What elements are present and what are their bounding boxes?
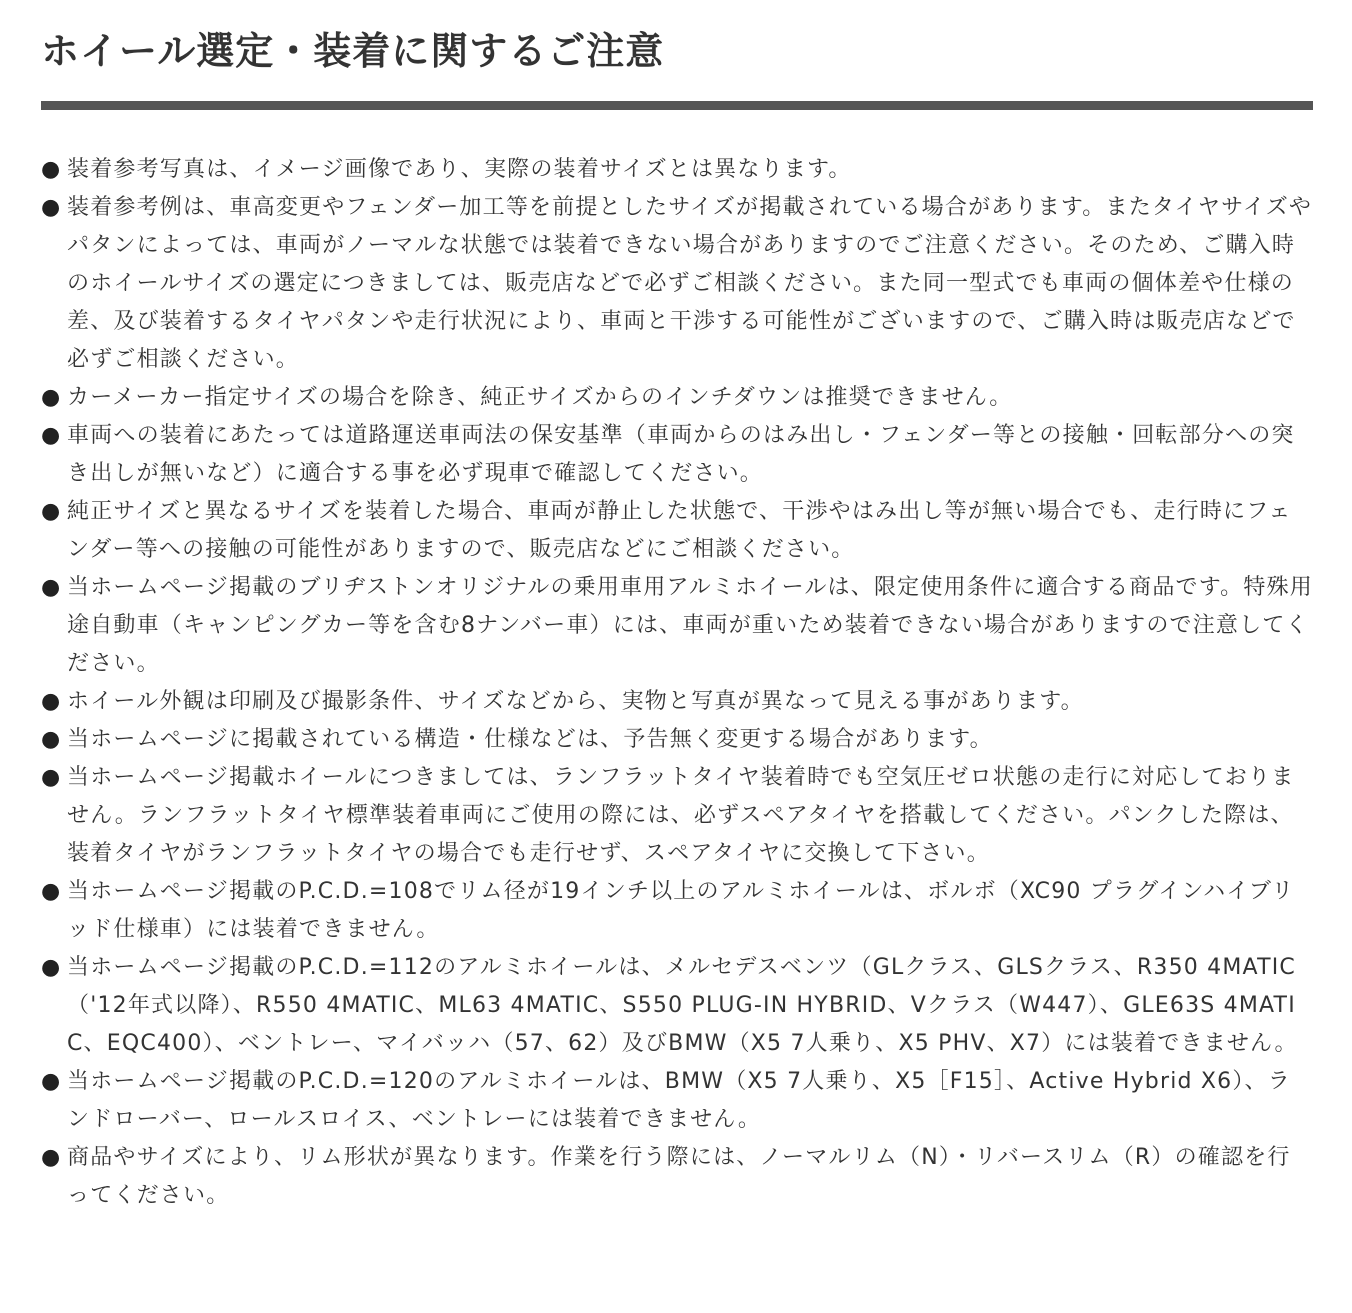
note-item bbox=[41, 759, 1313, 873]
note-item bbox=[41, 379, 1313, 417]
note-text: 当ホームページ掲載のP.C.D.=108でリム径が19インチ以上のアルミホイールは、ボルボ（XC90 プラグインハイブリッド仕様車）には装着できません。 bbox=[67, 879, 1295, 942]
notice-section bbox=[41, 0, 1313, 1208]
note-text: 当ホームページ掲載のブリヂストンオリジナルの乗用車用アルミホイールは、限定使用条件に適合する商品です。特殊用途自動車（キャンピングカー等を含む8ナンバー車）には、車両が重いため装着できない場合がありますので注意してください。 bbox=[67, 575, 1313, 676]
bullet-icon: ● bbox=[41, 955, 62, 980]
bullet-icon: ● bbox=[41, 575, 62, 600]
bullet-icon: ● bbox=[41, 1145, 62, 1170]
title-divider bbox=[41, 101, 1313, 110]
note-text: 当ホームページに掲載されている構造・仕様などは、予告無く変更する場合があります。 bbox=[67, 727, 993, 752]
bullet-icon: ● bbox=[41, 385, 62, 410]
note-item bbox=[41, 189, 1313, 379]
note-text: 装着参考写真は、イメージ画像であり、実際の装着サイズとは異なります。 bbox=[67, 157, 852, 182]
bullet-icon: ● bbox=[41, 195, 62, 220]
note-text: 当ホームページ掲載のP.C.D.=120のアルミホイールは、BMW（X5 7人乗り、X5［F15］、Active Hybrid X6）、ランドローバー、ロールスロイス、ベントレーには装着できません。 bbox=[67, 1069, 1291, 1132]
bullet-icon: ● bbox=[41, 1069, 62, 1094]
note-text: 商品やサイズにより、リム形状が異なります。作業を行う際には、ノーマルリム（N）・リバースリム（R）の確認を行ってください。 bbox=[67, 1145, 1291, 1208]
note-item bbox=[41, 949, 1313, 1063]
note-text: 純正サイズと異なるサイズを装着した場合、車両が静止した状態で、干渉やはみ出し等が無い場合でも、走行時にフェンダー等への接触の可能性がありますので、販売店などにご相談ください。 bbox=[67, 499, 1292, 562]
note-item bbox=[41, 721, 1313, 759]
note-item bbox=[41, 873, 1313, 949]
notes-list bbox=[41, 151, 1313, 1215]
note-text: 当ホームページ掲載のP.C.D.=112のアルミホイールは、メルセデスベンツ（GLクラス、GLSクラス、R350 4MATIC（'12年式以降）、R550 4MATIC、ML63 4MATIC、S550 PLUG-IN HYBRID、Vクラス（W447）、GLE63S 4MATIC、EQC400）、ベントレー、マイバッハ（57、62）及びBMW（X5 7人乗り、X5 PHV、X7）には装着できません。 bbox=[67, 955, 1298, 1056]
note-item bbox=[41, 493, 1313, 569]
bullet-icon: ● bbox=[41, 879, 62, 904]
bullet-icon: ● bbox=[41, 157, 62, 182]
note-item bbox=[41, 683, 1313, 721]
bullet-icon: ● bbox=[41, 423, 62, 448]
bullet-icon: ● bbox=[41, 499, 62, 524]
note-item bbox=[41, 417, 1313, 493]
bullet-icon: ● bbox=[41, 689, 62, 714]
bullet-icon: ● bbox=[41, 727, 62, 752]
note-text: 車両への装着にあたっては道路運送車両法の保安基準（車両からのはみ出し・フェンダー等との接触・回転部分への突き出しが無いなど）に適合する事を必ず現車で確認してください。 bbox=[67, 423, 1295, 486]
note-text: ホイール外観は印刷及び撮影条件、サイズなどから、実物と写真が異なって見える事があります。 bbox=[67, 689, 1084, 714]
note-text: カーメーカー指定サイズの場合を除き、純正サイズからのインチダウンは推奨できません。 bbox=[67, 385, 1013, 410]
note-item bbox=[41, 1139, 1313, 1215]
bullet-icon: ● bbox=[41, 765, 62, 790]
note-item bbox=[41, 569, 1313, 683]
note-item bbox=[41, 1063, 1313, 1139]
note-item bbox=[41, 151, 1313, 189]
note-text: 装着参考例は、車高変更やフェンダー加工等を前提としたサイズが掲載されている場合があります。またタイヤサイズやパタンによっては、車両がノーマルな状態では装着できない場合がありますのでご注意ください。そのため、ご購入時のホイールサイズの選定につきましては、販売店などで必ずご相談ください。また同一型式でも車両の個体差や仕様の差、及び装着するタイヤパタンや走行状況により、車両と干渉する可能性がございますので、ご購入時は販売店などで必ずご相談ください。 bbox=[67, 195, 1313, 372]
note-text: 当ホームページ掲載ホイールにつきましては、ランフラットタイヤ装着時でも空気圧ゼロ状態の走行に対応しておりません。ランフラットタイヤ標準装着車両にご使用の際には、必ずスペアタイヤを搭載してください。パンクした際は、装着タイヤがランフラットタイヤの場合でも走行せず、スペアタイヤに交換して下さい。 bbox=[67, 765, 1295, 866]
page-title: ホイール選定・装着に関するご注意 bbox=[41, 29, 665, 73]
